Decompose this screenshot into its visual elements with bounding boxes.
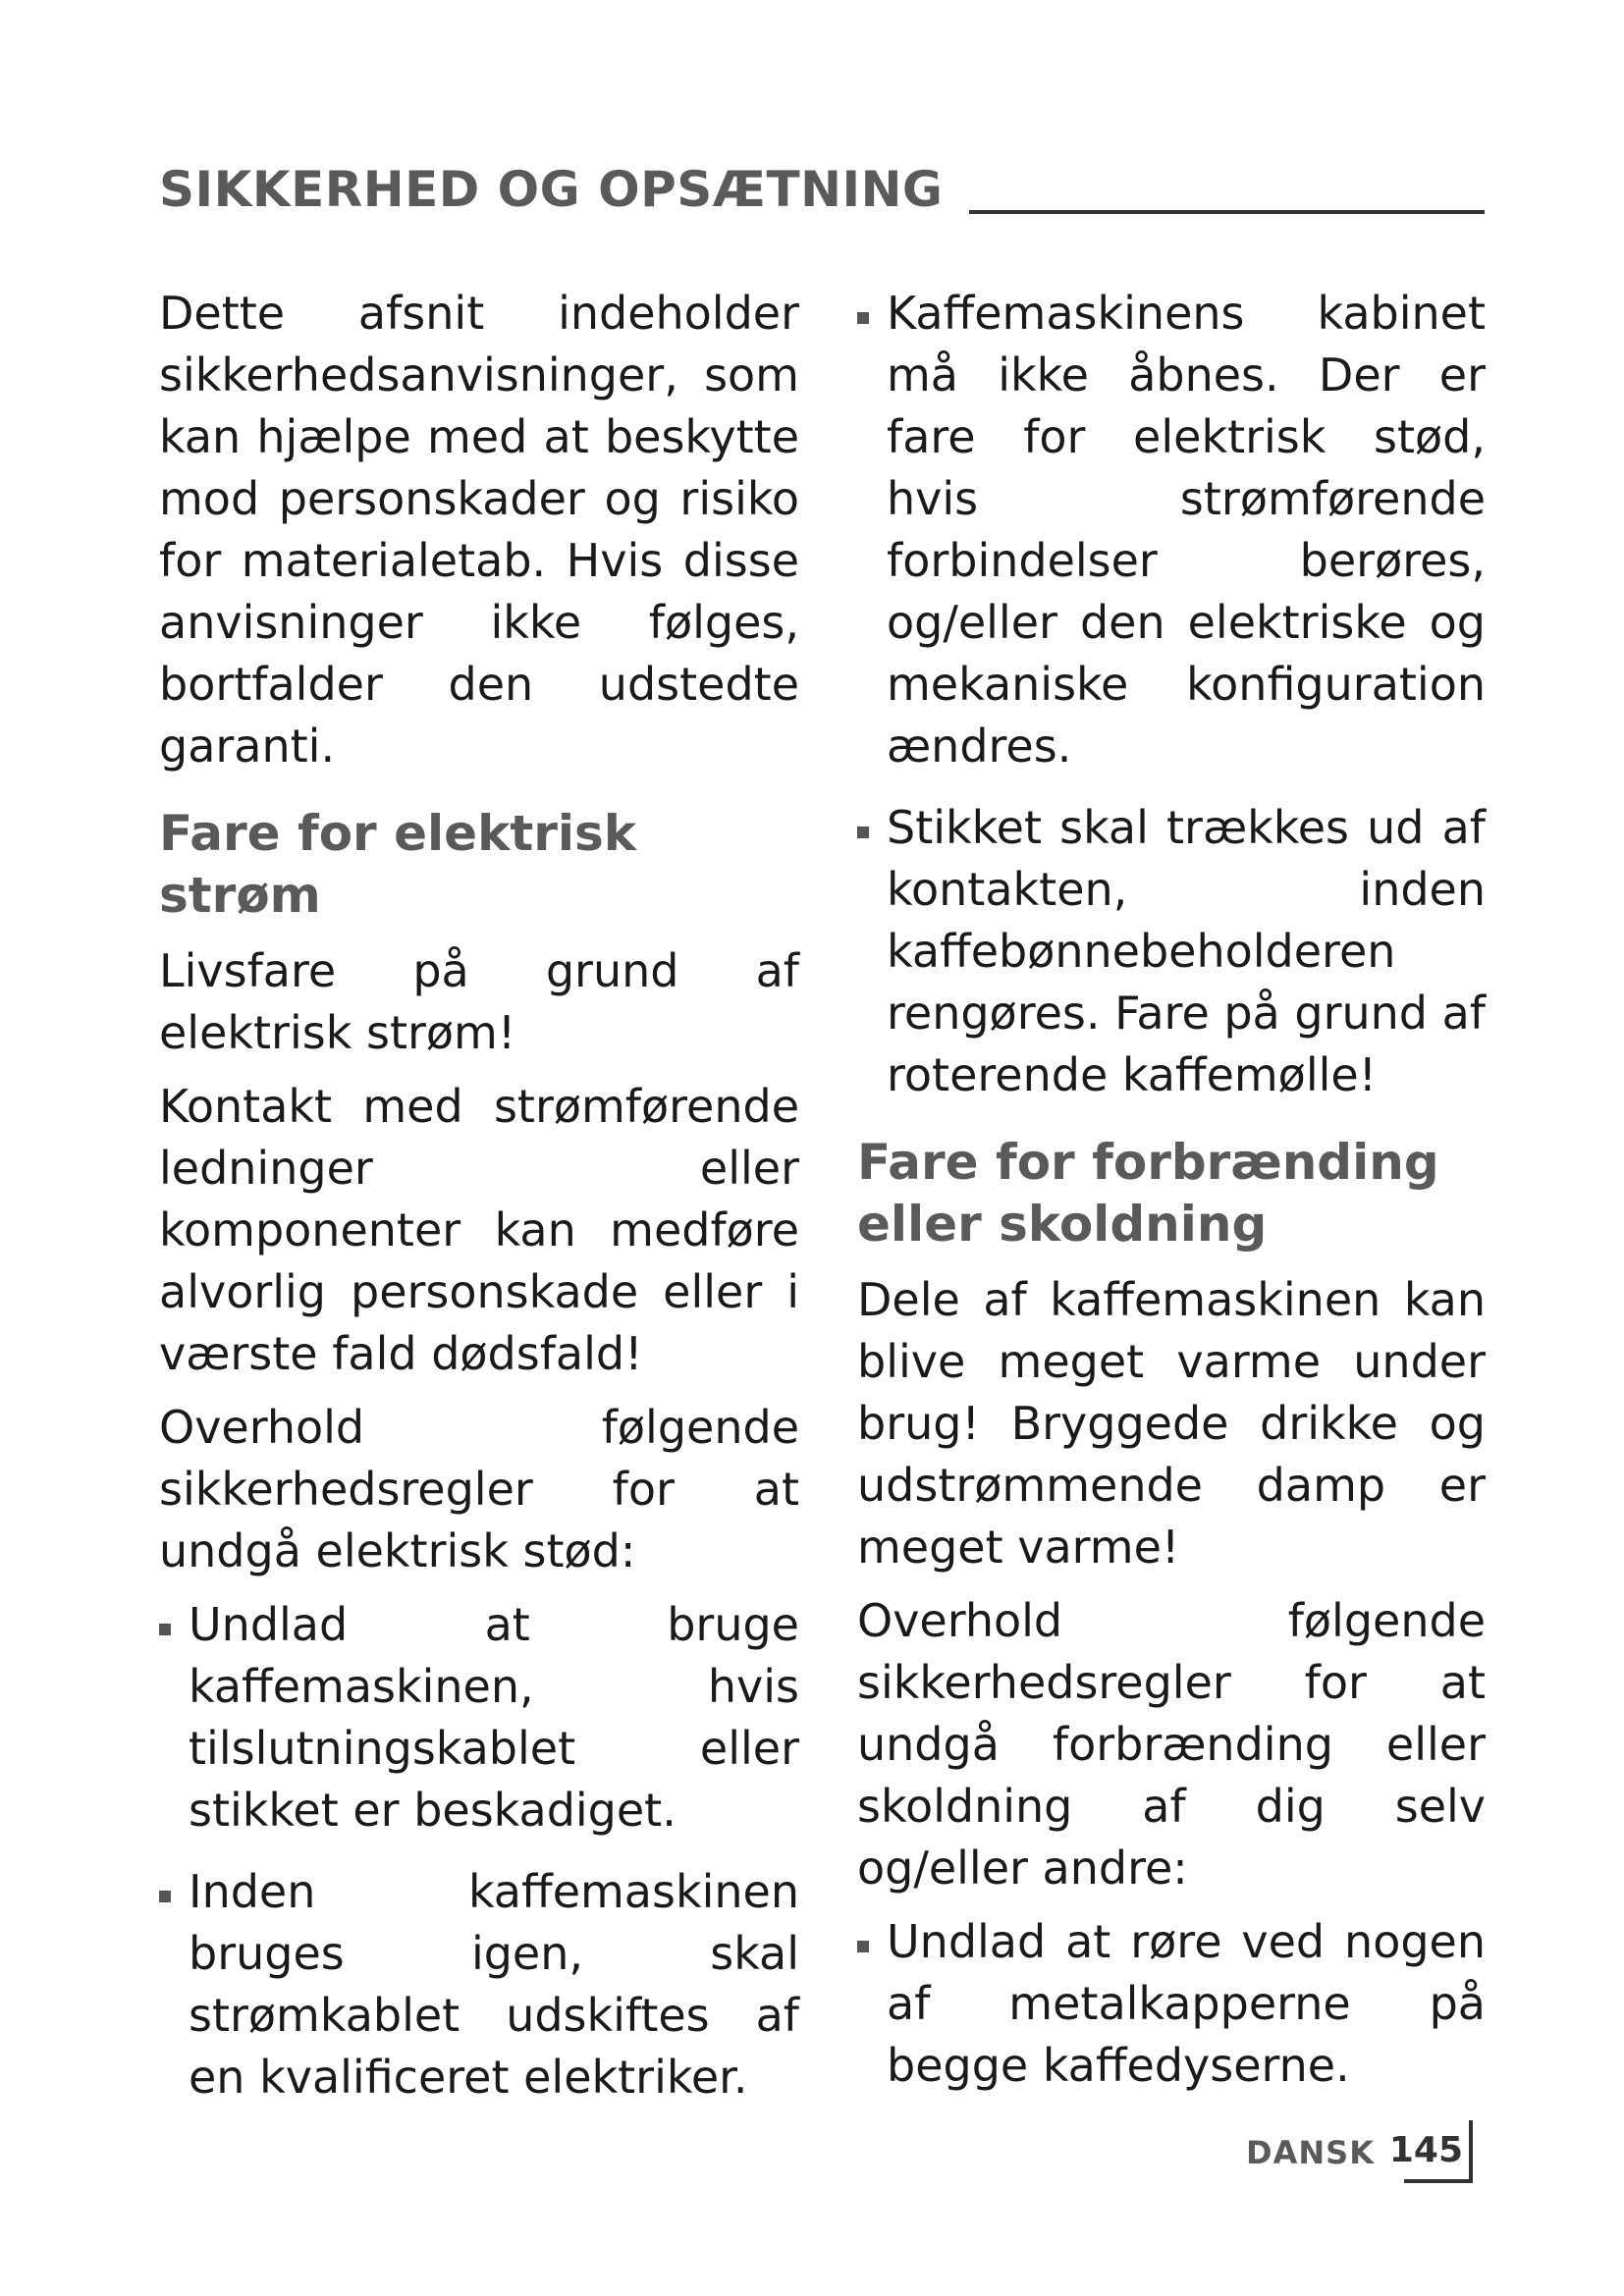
bullet-icon bbox=[159, 1624, 171, 1635]
safety-list-electric-cont bbox=[857, 283, 1486, 1106]
list-item bbox=[857, 797, 1486, 1106]
footer-horizontal-rule bbox=[1404, 2179, 1473, 2183]
list-item-text: Inden kaffemaskinen bruges igen, skal strømkablet udskiftes af en kvalificeret elektriker. bbox=[189, 1865, 799, 2104]
page-header bbox=[159, 155, 1485, 224]
list-item bbox=[857, 1911, 1486, 2097]
page-number: 145 bbox=[1388, 2130, 1463, 2170]
list-item-text: Undlad at bruge kaffemaskinen, hvis tilslutningskablet eller stikket er beskadiget. bbox=[189, 1598, 799, 1837]
list-item bbox=[857, 283, 1486, 777]
safety-list-burn bbox=[857, 1911, 1486, 2097]
bullet-icon bbox=[857, 312, 869, 324]
list-item bbox=[159, 1594, 799, 1842]
left-column bbox=[159, 283, 799, 2128]
section-heading-burn: Fare for forbrænding eller skoldning bbox=[857, 1134, 1439, 1253]
burn-danger-description: Dele af kaffemaskinen kan blive meget varme under brug! Bryggede drikke og udstrømmende damp er meget varme! bbox=[857, 1273, 1486, 1574]
list-item-text: Undlad at røre ved nogen af metalkapperne på begge kaffedyserne. bbox=[887, 1915, 1486, 2092]
bullet-icon bbox=[857, 827, 869, 838]
bullet-icon bbox=[857, 1941, 869, 1952]
rules-intro: Overhold følgende sikkerhedsregler for at undgå elektrisk stød: bbox=[159, 1401, 799, 1577]
right-column bbox=[857, 283, 1486, 2116]
danger-description: Kontakt med strømførende ledninger eller komponenter kan medføre alvorlig personskade eller i værste fald dødsfald! bbox=[159, 1080, 799, 1380]
bullet-icon bbox=[159, 1891, 171, 1902]
page-title: SIKKERHED OG OPSÆTNING bbox=[159, 161, 944, 218]
footer-vertical-rule bbox=[1469, 2120, 1473, 2183]
footer-language: DANSK bbox=[1246, 2134, 1375, 2171]
section-heading-electric: Fare for elektrisk strøm bbox=[159, 805, 637, 924]
list-item-text: Stikket skal trækkes ud af kontakten, inden kaffebønnebeholderen rengøres. Fare på grund af roterende kaffemølle! bbox=[887, 801, 1486, 1101]
list-item bbox=[159, 1861, 799, 2109]
burn-rules-intro: Overhold følgende sikkerhedsregler for at undgå forbrænding eller skoldning af dig selv og/eller andre: bbox=[857, 1594, 1486, 1895]
safety-list-electric bbox=[159, 1594, 799, 2109]
header-rule bbox=[969, 210, 1485, 214]
page-footer bbox=[1218, 2120, 1483, 2189]
intro-paragraph: Dette afsnit indeholder sikkerhedsanvisninger, som kan hjælpe med at beskytte mod personskader og risiko for materialetab. Hvis disse anvisninger ikke følges, bortfalder den udstedte garanti. bbox=[159, 287, 799, 773]
danger-statement: Livsfare på grund af elektrisk strøm! bbox=[159, 944, 799, 1059]
list-item-text: Kaffemaskinens kabinet må ikke åbnes. Der er fare for elektrisk stød, hvis strømførende forbindelser berøres, og/eller den elektriske og mekaniske konfiguration ændres. bbox=[887, 287, 1486, 773]
